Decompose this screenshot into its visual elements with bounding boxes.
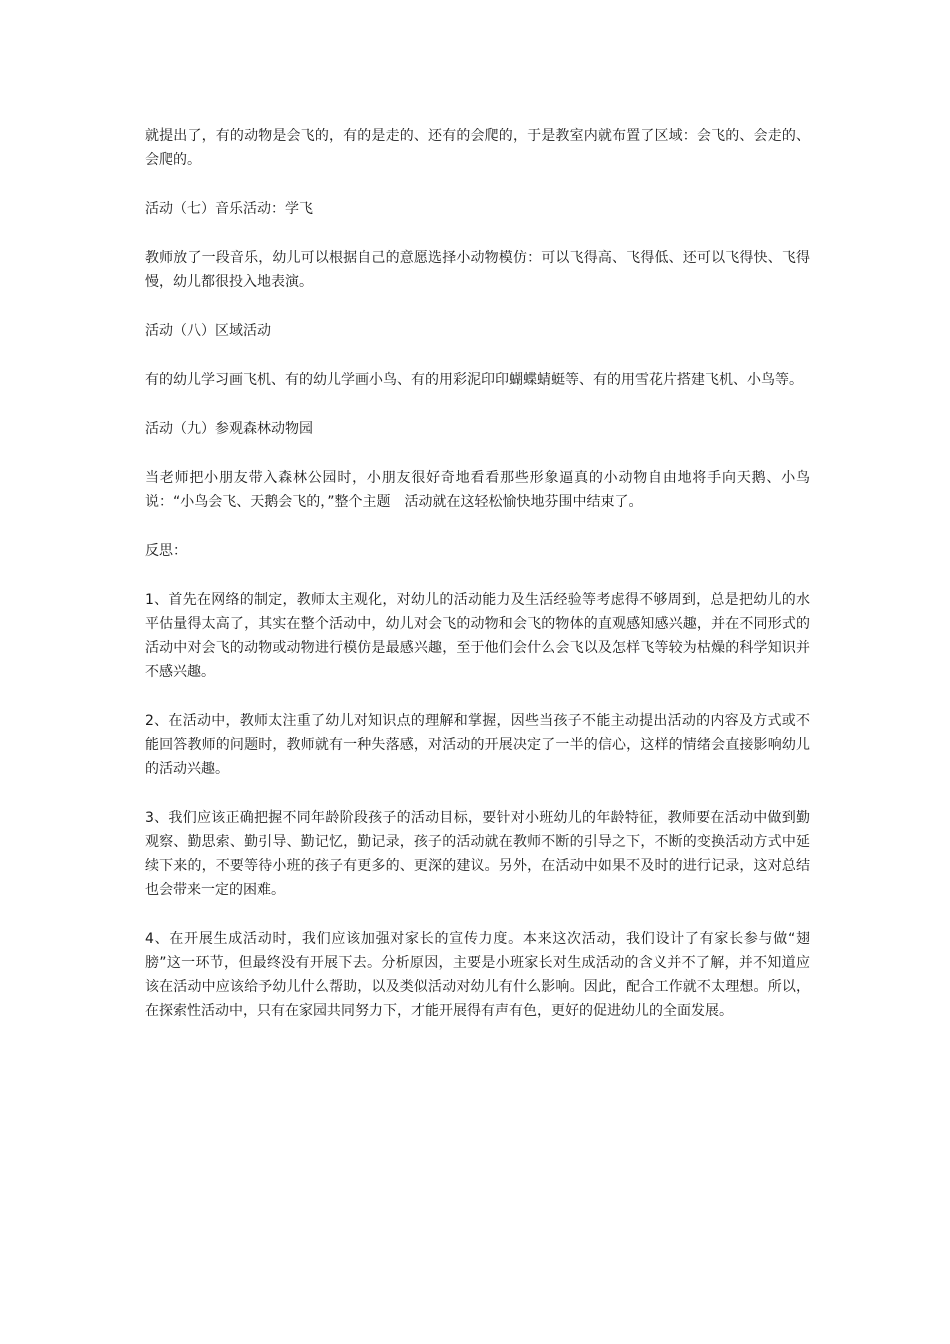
- document-body: [145, 124, 810, 1048]
- paragraph-reflection-3: 3、我们应该正确把握不同年龄阶段孩子的活动目标，要针对小班幼儿的年龄特征，教师要在活动中做到勤观察、勤思索、勤引导、勤记忆，勤记录，孩子的活动就在教师不断的引导之下，不断的变换活动方式中延续下来的，不要等待小班的孩子有更多的、更深的建议。另外，在活动中如果不及时的进行记录，这对总结也会带来一定的困难。: [145, 810, 810, 898]
- heading-activity-8: 活动（八）区域活动: [145, 323, 271, 339]
- paragraph-intro-continued: 就提出了，有的动物是会飞的，有的是走的、还有的会爬的，于是教室内就布置了区域：会飞的、会走的、会爬的。: [145, 128, 810, 168]
- heading-activity-7: 活动（七）音乐活动：学飞: [145, 201, 313, 217]
- paragraph-activity-9: 当老师把小朋友带入森林公园时，小朋友很好奇地看看那些形象逼真的小动物自由地将手向天鹅、小鸟说：“小鸟会飞、天鹅会飞的，”整个主题 活动就在这轻松愉快地芬围中结束了。: [145, 470, 810, 510]
- paragraph-reflection-2: 2、在活动中，教师太注重了幼儿对知识点的理解和掌握，因些当孩子不能主动提出活动的内容及方式或不能回答教师的问题时，教师就有一种失落感，对活动的开展决定了一半的信心，这样的情绪会直接影响幼儿的活动兴趣。: [145, 713, 810, 777]
- heading-reflection: 反思：: [145, 543, 187, 559]
- paragraph-activity-8: 有的幼儿学习画飞机、有的幼儿学画小鸟、有的用彩泥印印蝴蝶蜻蜓等、有的用雪花片搭建飞机、小鸟等。: [145, 372, 803, 388]
- heading-activity-9: 活动（九）参观森林动物园: [145, 421, 313, 437]
- paragraph-reflection-1: 1、首先在网络的制定，教师太主观化，对幼儿的活动能力及生活经验等考虑得不够周到，总是把幼儿的水平估量得太高了，其实在整个活动中，幼儿对会飞的动物和会飞的物体的直观感知感兴趣，并在不同形式的活动中对会飞的动物或动物进行模仿是最感兴趣，至于他们会什么会飞以及怎样飞等较为枯燥的科学知识并不感兴趣。: [145, 592, 810, 680]
- paragraph-reflection-4: 4、在开展生成活动时，我们应该加强对家长的宣传力度。本来这次活动，我们设计了有家长参与做“翅膀”这一环节，但最终没有开展下去。分析原因，主要是小班家长对生成活动的含义并不了解，并不知道应该在活动中应该给予幼儿什么帮助，以及类似活动对幼儿有什么影响。因此，配合工作就不太理想。所以，在探索性活动中，只有在家园共同努力下，才能开展得有声有色，更好的促进幼儿的全面发展。: [145, 931, 810, 1019]
- paragraph-activity-7: 教师放了一段音乐，幼儿可以根据自己的意愿选择小动物模仿：可以飞得高、飞得低、还可以飞得快、飞得慢，幼儿都很投入地表演。: [145, 250, 810, 290]
